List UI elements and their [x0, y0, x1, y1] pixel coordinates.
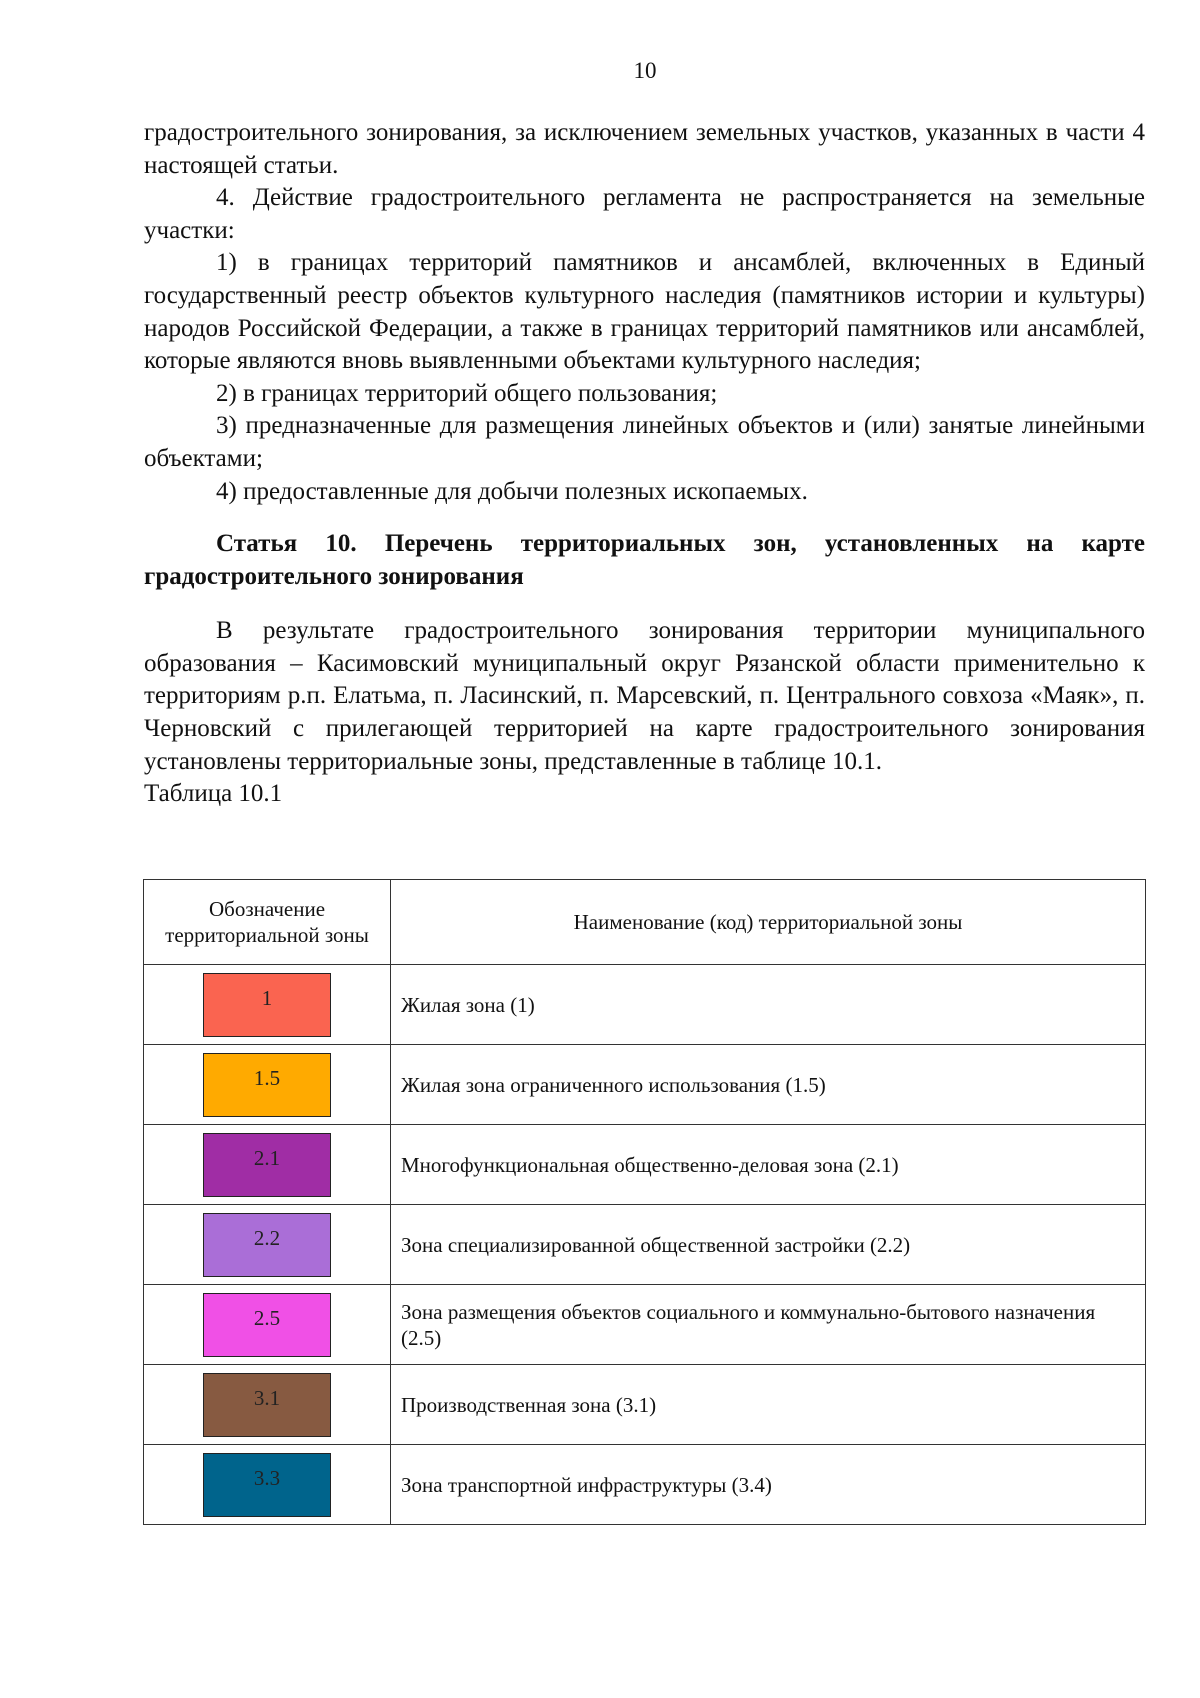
header-code: Обозначение территориальной зоны	[144, 880, 391, 965]
zone-code-cell	[144, 1045, 391, 1125]
paragraph-continuation: градостроительного зонирования, за исключением земельных участков, указанных в части 4 настоящей статьи.	[144, 119, 1145, 179]
header-name: Наименование (код) территориальной зоны	[391, 880, 1146, 965]
article-heading: Статья 10. Перечень территориальных зон, установленных на карте градостроительного зонирования	[144, 530, 1145, 590]
zones-table	[143, 879, 1146, 1525]
zone-color-swatch: 3.3	[203, 1453, 331, 1517]
zone-code-cell	[144, 1125, 391, 1205]
zone-color-swatch: 3.1	[203, 1373, 331, 1437]
table-row	[144, 1285, 1146, 1365]
list-item-4: 4) предоставленные для добычи полезных ископаемых.	[216, 477, 808, 505]
zone-color-swatch: 1	[203, 973, 331, 1037]
list-item-2: 2) в границах территорий общего пользования;	[216, 379, 718, 407]
table-row	[144, 1205, 1146, 1285]
zone-code-cell	[144, 1285, 391, 1365]
zone-name-cell: Жилая зона ограниченного использования (1.5)	[391, 1045, 1146, 1125]
zone-code-cell	[144, 1365, 391, 1445]
zone-name-cell: Зона специализированной общественной застройки (2.2)	[391, 1205, 1146, 1285]
table-row	[144, 965, 1146, 1045]
zone-code-cell	[144, 965, 391, 1045]
table-header-row	[144, 880, 1146, 965]
intro-paragraph: В результате градостроительного зонирования территории муниципального образования – Касимовский муниципальный округ Рязанской области применительно к территориям р.п. Елатьма, п. Ласинский, п. Марсевский, п. Центрального совхоза «Маяк», п. Черновский с прилегающей территорией на карте градостроительного зонирования установлены территориальные зоны, представленные в таблице 10.1.	[144, 617, 1145, 775]
zone-name-cell: Жилая зона (1)	[391, 965, 1146, 1045]
paragraph-item-4: 4. Действие градостроительного регламента не распространяется на земельные участки:	[144, 184, 1145, 244]
table-row	[144, 1125, 1146, 1205]
list-item-3: 3) предназначенные для размещения линейных объектов и (или) занятые линейными объектами;	[144, 412, 1145, 472]
zone-code-cell	[144, 1445, 391, 1525]
zone-code-cell	[144, 1205, 391, 1285]
document-body	[144, 117, 1145, 811]
zone-name-cell: Многофункциональная общественно-деловая зона (2.1)	[391, 1125, 1146, 1205]
zone-name-cell: Зона размещения объектов социального и коммунально-бытового назначения (2.5)	[391, 1285, 1146, 1365]
page-number: 10	[633, 58, 657, 83]
table-row	[144, 1365, 1146, 1445]
table-caption: Таблица 10.1	[144, 780, 283, 808]
list-item-1: 1) в границах территорий памятников и ансамблей, включенных в Единый государственный реестр объектов культурного наследия (памятников истории и культуры) народов Российской Федерации, а также в границах территорий памятников или ансамблей, которые являются вновь выявленными объектами культурного наследия;	[144, 249, 1145, 375]
zone-color-swatch: 2.5	[203, 1293, 331, 1357]
zone-name-cell: Производственная зона (3.1)	[391, 1365, 1146, 1445]
table-row	[144, 1045, 1146, 1125]
table-row	[144, 1445, 1146, 1525]
zone-color-swatch: 2.1	[203, 1133, 331, 1197]
zone-color-swatch: 2.2	[203, 1213, 331, 1277]
zone-name-cell: Зона транспортной инфраструктуры (3.4)	[391, 1445, 1146, 1525]
zones-table-body	[144, 965, 1146, 1525]
zone-color-swatch: 1.5	[203, 1053, 331, 1117]
